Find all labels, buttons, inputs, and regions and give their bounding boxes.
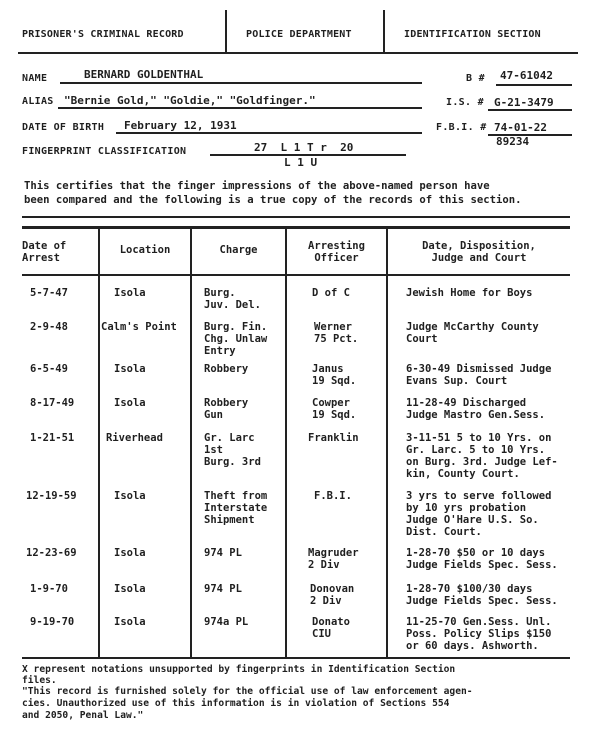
footer-note-line-3: "This record is furnished solely for the official use of law enforcement agen- — [22, 686, 473, 697]
header-divider-2 — [383, 10, 385, 54]
alias-label: ALIAS — [22, 96, 54, 107]
row-date: 8-17-49 — [30, 397, 75, 409]
row-location: Isola — [114, 616, 146, 628]
footer-note-line-1: X represent notations unsupported by fingerprints in Identification Section — [22, 664, 456, 675]
is-number-value: G-21-3479 — [494, 96, 554, 109]
column-header-charge: Charge — [219, 244, 258, 256]
row-date: 5-7-47 — [30, 287, 68, 299]
is-number-underline — [488, 109, 572, 111]
row-charge: Robbery Gun — [204, 397, 249, 421]
column-header-disposition: Date, Disposition, Judge and Court — [422, 240, 536, 264]
row-disposition: 1-28-70 $100/30 days Judge Fields Spec. Sess. — [406, 583, 558, 607]
row-location: Isola — [114, 547, 146, 559]
row-disposition: 1-28-70 $50 or 10 days Judge Fields Spec. Sess. — [406, 547, 558, 571]
column-header-officer: Arresting Officer — [308, 240, 365, 264]
row-date: 2-9-48 — [30, 321, 68, 333]
row-disposition: Judge McCarthy County Court — [406, 321, 539, 345]
row-location: Isola — [114, 287, 146, 299]
row-disposition: 3 yrs to serve followed by 10 yrs probation Judge O'Hare U.S. So. Dist. Court. — [406, 490, 552, 538]
table-header-rule — [22, 274, 570, 276]
row-officer: Janus 19 Sqd. — [312, 363, 357, 387]
table-col-divider-2 — [190, 228, 192, 658]
row-disposition: 3-11-51 5 to 10 Yrs. on Gr. Larc. 5 to 10 Yrs. on Burg. 3rd. Judge Lef- kin, County Court. — [406, 432, 558, 480]
row-charge: Burg. Fin. Chg. Unlaw Entry — [204, 321, 268, 357]
fingerprint-value-1: 27 L 1 T r 20 — [254, 141, 354, 154]
row-date: 12-23-69 — [26, 547, 77, 559]
row-date: 12-19-59 — [26, 490, 77, 502]
footer-note-line-4: cies. Unauthorized use of this information is in violation of Sections 554 — [22, 698, 450, 709]
fbi-number-value: 74-01-22 — [494, 121, 547, 134]
row-officer: Magruder 2 Div — [308, 547, 359, 571]
row-officer: F.B.I. — [314, 490, 352, 502]
column-header-location: Location — [119, 244, 171, 256]
header-underline — [18, 52, 578, 54]
footer-note-line-2: files. — [22, 675, 57, 686]
row-date: 1-21-51 — [30, 432, 75, 444]
row-officer: D of C — [312, 287, 350, 299]
fingerprint-label: FINGERPRINT CLASSIFICATION — [22, 146, 187, 157]
fbi-number-value-2: 89234 — [496, 135, 530, 148]
certification-line-1: This certifies that the finger impressions of the above-named person have — [24, 180, 490, 192]
row-charge: Burg. Juv. Del. — [204, 287, 261, 311]
row-date: 6-5-49 — [30, 363, 68, 375]
table-col-divider-1 — [98, 228, 100, 658]
row-date: 1-9-70 — [30, 583, 68, 595]
row-charge: Robbery — [204, 363, 249, 375]
row-officer: Donovan 2 Div — [310, 583, 355, 607]
is-number-label: I.S. # — [446, 97, 484, 108]
header-department: POLICE DEPARTMENT — [246, 29, 352, 40]
footer-note-line-5: and 2050, Penal Law." — [22, 710, 144, 721]
dob-value: February 12, 1931 — [124, 119, 237, 132]
name-label: NAME — [22, 73, 48, 84]
fbi-number-label: F.B.I. # — [436, 122, 487, 133]
row-disposition: 11-28-49 Discharged Judge Mastro Gen.Sess. — [406, 397, 546, 421]
row-location: Calm's Point — [101, 321, 177, 333]
certification-line-2: been compared and the following is a true copy of the records of this section. — [24, 194, 522, 206]
row-charge: 974a PL — [204, 616, 249, 628]
table-col-divider-4 — [386, 228, 388, 658]
row-officer: Werner 75 Pct. — [314, 321, 359, 345]
b-number-underline — [496, 84, 572, 86]
name-underline — [60, 82, 422, 84]
row-location: Isola — [114, 397, 146, 409]
dob-underline — [116, 132, 422, 134]
fingerprint-value-2: L 1 U — [284, 156, 318, 169]
table-top-rule — [22, 226, 570, 229]
row-charge: Gr. Larc 1st Burg. 3rd — [204, 432, 261, 468]
row-officer: Cowper 19 Sqd. — [312, 397, 357, 421]
row-location: Riverhead — [106, 432, 163, 444]
row-charge: 974 PL — [204, 547, 242, 559]
row-location: Isola — [114, 363, 146, 375]
table-bottom-rule — [22, 657, 570, 659]
header-title: PRISONER'S CRIMINAL RECORD — [22, 29, 184, 40]
row-charge: Theft from Interstate Shipment — [204, 490, 268, 526]
dob-label: DATE OF BIRTH — [22, 122, 105, 133]
b-number-label: B # — [466, 73, 485, 84]
row-location: Isola — [114, 490, 146, 502]
name-value: BERNARD GOLDENTHAL — [84, 68, 204, 81]
row-date: 9-19-70 — [30, 616, 75, 628]
row-disposition: Jewish Home for Boys — [406, 287, 533, 299]
row-location: Isola — [114, 583, 146, 595]
row-charge: 974 PL — [204, 583, 242, 595]
alias-value: "Bernie Gold," "Goldie," "Goldfinger." — [64, 94, 316, 107]
header-section: IDENTIFICATION SECTION — [404, 29, 541, 40]
header-divider-1 — [225, 10, 227, 54]
row-disposition: 11-25-70 Gen.Sess. Unl. Poss. Policy Slips $150 or 60 days. Ashworth. — [406, 616, 552, 652]
certification-rule-1 — [22, 216, 570, 218]
alias-underline — [58, 107, 422, 109]
row-disposition: 6-30-49 Dismissed Judge Evans Sup. Court — [406, 363, 552, 387]
row-officer: Donato CIU — [312, 616, 350, 640]
table-col-divider-3 — [285, 228, 287, 658]
column-header-date: Date of Arrest — [22, 240, 67, 264]
b-number-value: 47-61042 — [500, 69, 553, 82]
row-officer: Franklin — [308, 432, 359, 444]
